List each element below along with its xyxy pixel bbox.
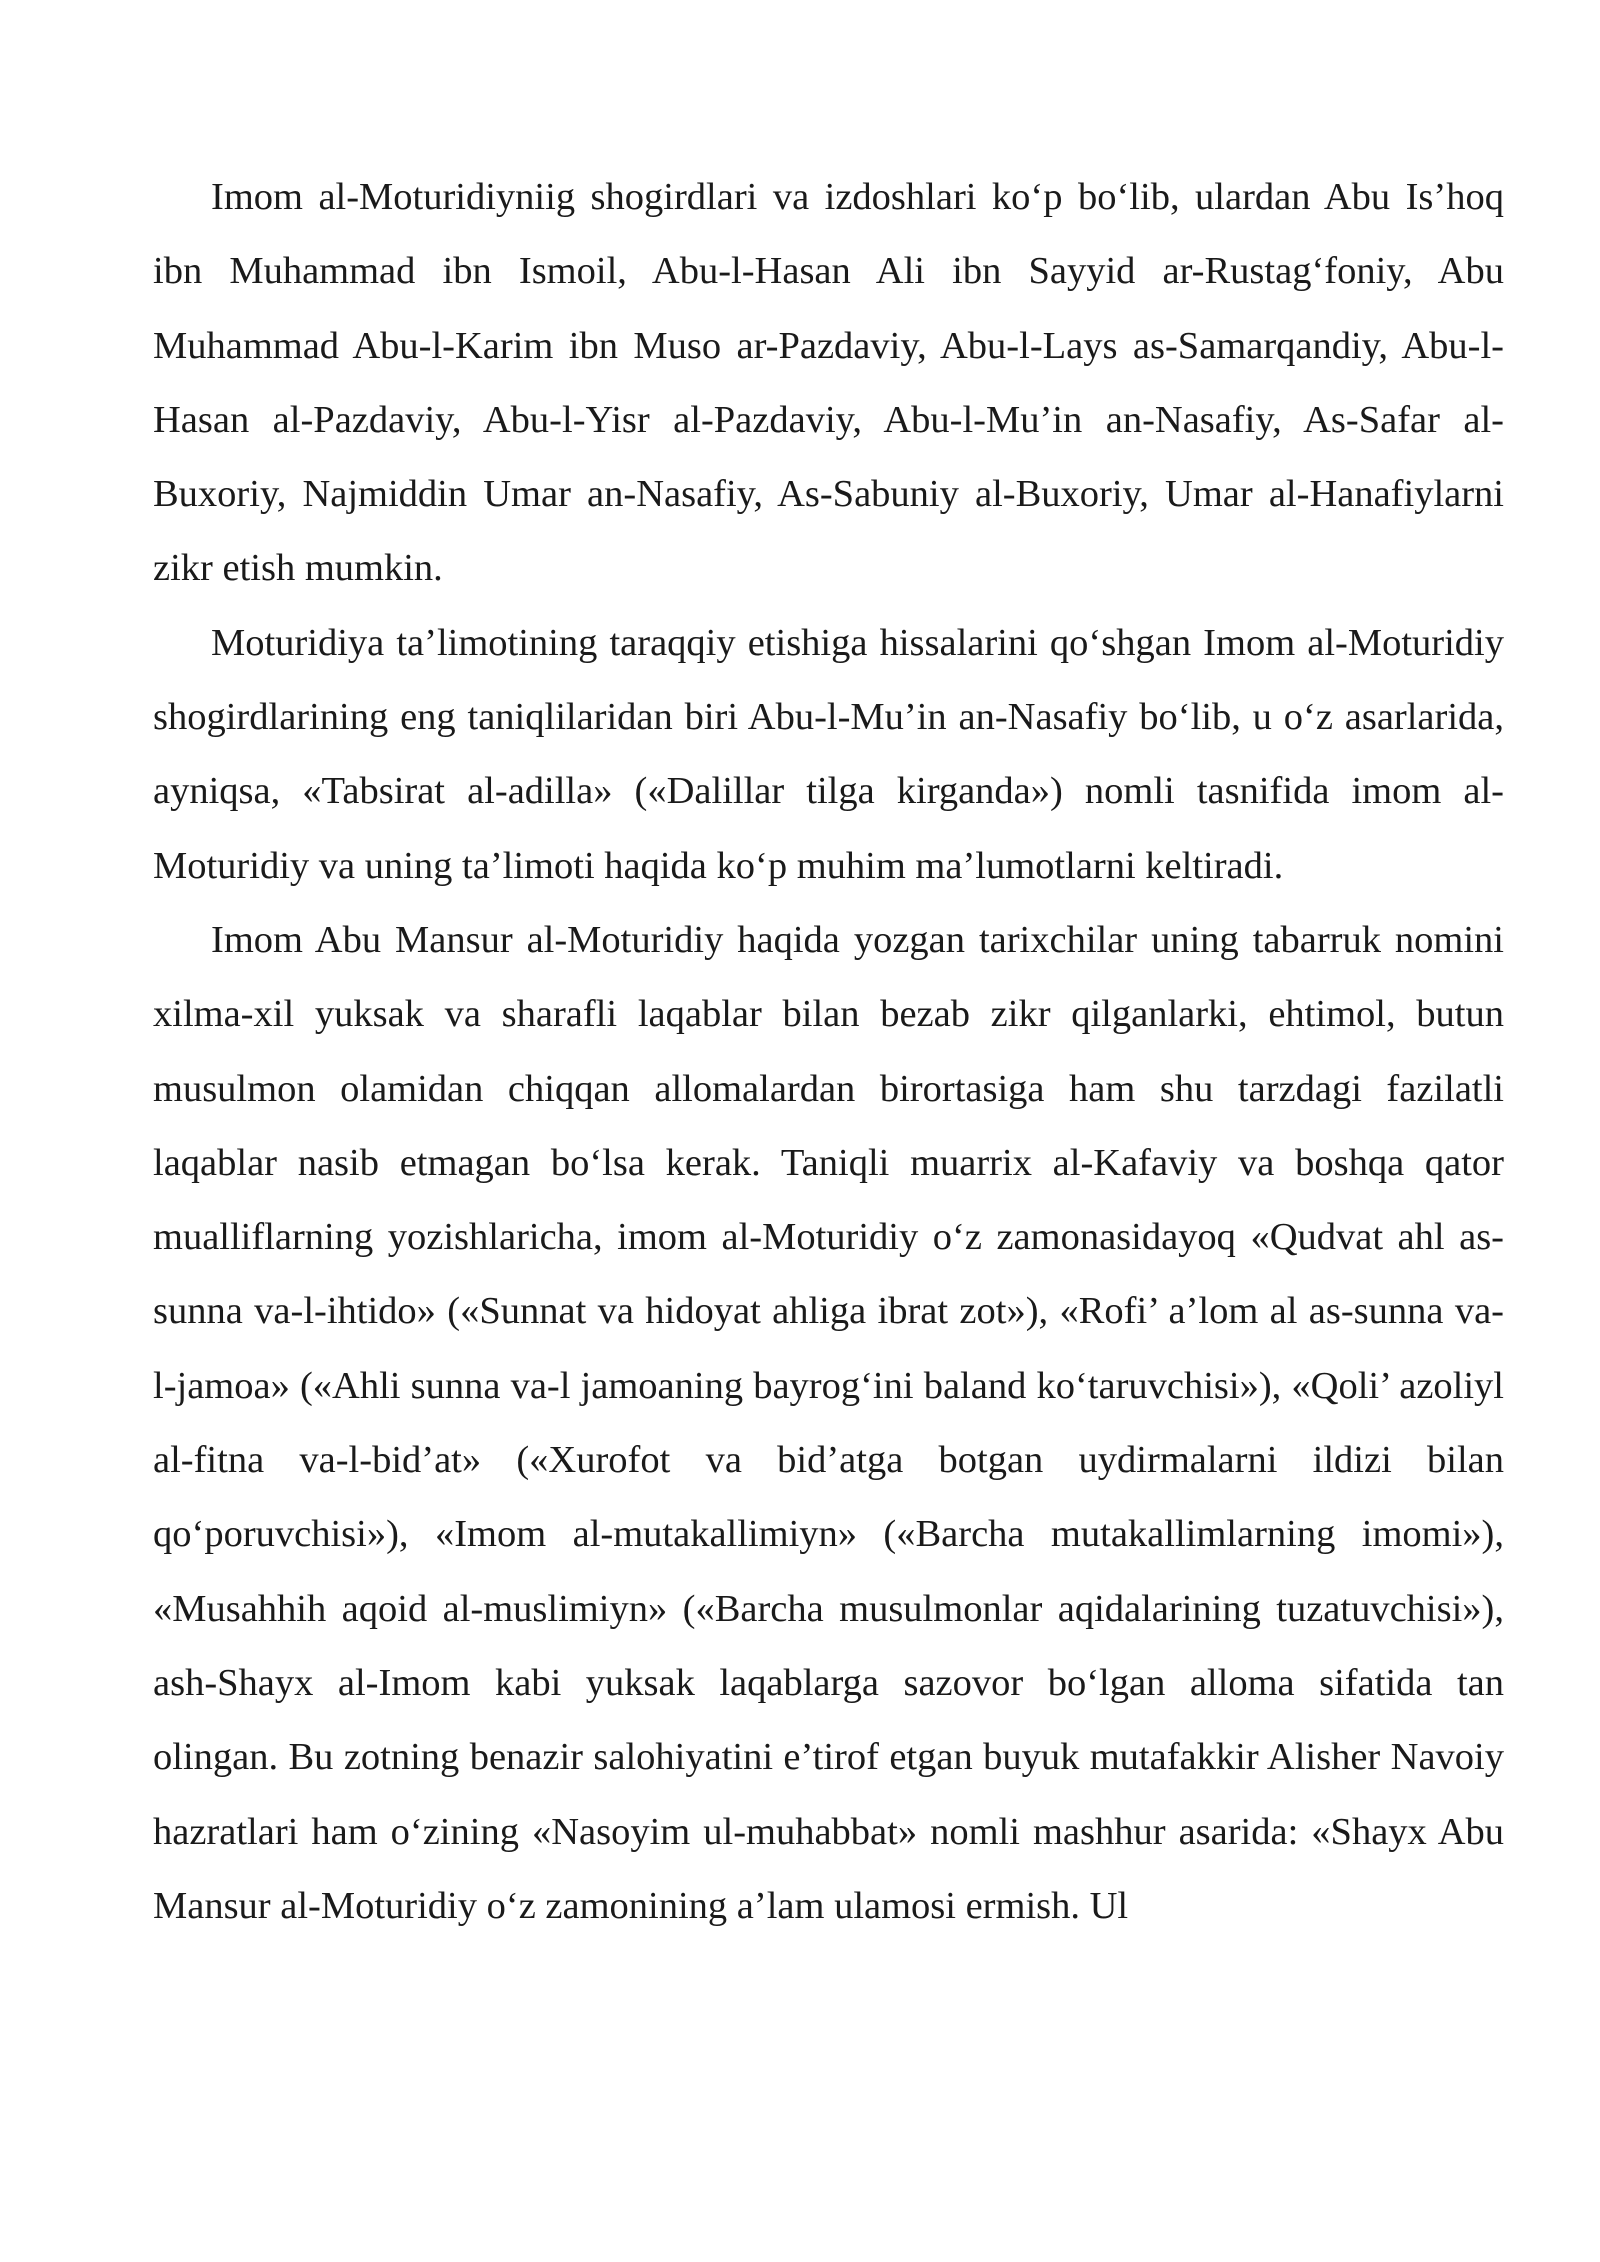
paragraph: Moturidiya ta’limotining taraqqiy etishiga hissalarini qo‘shgan Imom al-Moturidiy shogirdlarining eng taniqlilaridan biri Abu-l-Mu’in an-Nasafiy bo‘lib, u o‘z asarlarida, ayniqsa, «Tabsirat al-adilla» («Dalillar tilga kirganda») nomli tasnifida imom al-Moturidiy va uning ta’limoti haqida ko‘p muhim ma’lumotlarni keltiradi. <box>153 621 1504 887</box>
paragraph: Imom Abu Mansur al-Moturidiy haqida yozgan tarixchilar uning tabarruk nomini xilma-xil yuksak va sharafli laqablar bilan bezab zikr qilganlarki, ehtimol, butun musulmon olamidan chiqqan allomalardan birortasiga ham shu tarzdagi fazilatli laqablar nasib etmagan bo‘lsa kerak. Taniqli muarrix al-Kafaviy va boshqa qator mualliflarning yozishlaricha, imom al-Moturidiy o‘z zamonasidayoq «Qudvat ahl as-sunna va-l-ihtido» («Sunnat va hidoyat ahliga ibrat zot»), «Rofi’ a’lom al as-sunna va-l-jamoa» («Ahli sunna va-l jamoaning bayrog‘ini baland ko‘taruvchisi»), «Qoli’ azoliyl al-fitna va-l-bid’at» («Xurofot va bid’atga botgan uydirmalarni ildizi bilan qo‘poruvchisi»), «Imom al-mutakallimiyn» («Barcha mutakallimlarning imomi»), «Musahhih aqoid al-muslimiyn» («Barcha musulmonlar aqidalarining tuzatuvchisi»), ash-Shayx al-Imom kabi yuksak laqablarga sazovor bo‘lgan alloma sifatida tan olingan. Bu zotning benazir salohiyatini e’tirof etgan buyuk mutafakkir Alisher Navoiy hazratlari ham o‘zining «Nasoyim ul-muhabbat» nomli mashhur asarida: «Shayx Abu Mansur al-Moturidiy o‘z zamonining a’lam ulamosi ermish. Ul <box>153 918 1504 1927</box>
paragraph: Imom al-Moturidiyniig shogirdlari va izdoshlari ko‘p bo‘lib, ulardan Abu Is’hoq ibn Muhammad ibn Ismoil, Abu-l-Hasan Ali ibn Sayyid ar-Rustag‘foniy, Abu Muhammad Abu-l-Karim ibn Muso ar-Pazdaviy, Abu-l-Lays as-Samarqandiy, Abu-l-Hasan al-Pazdaviy, Abu-l-Yisr al-Pazdaviy, Abu-l-Mu’in an-Nasafiy, As-Safar al-Buxoriy, Najmiddin Umar an-Nasafiy, As-Sabuniy al-Buxoriy, Umar al-Hanafiylarni zikr etish mumkin. <box>153 176 1504 590</box>
